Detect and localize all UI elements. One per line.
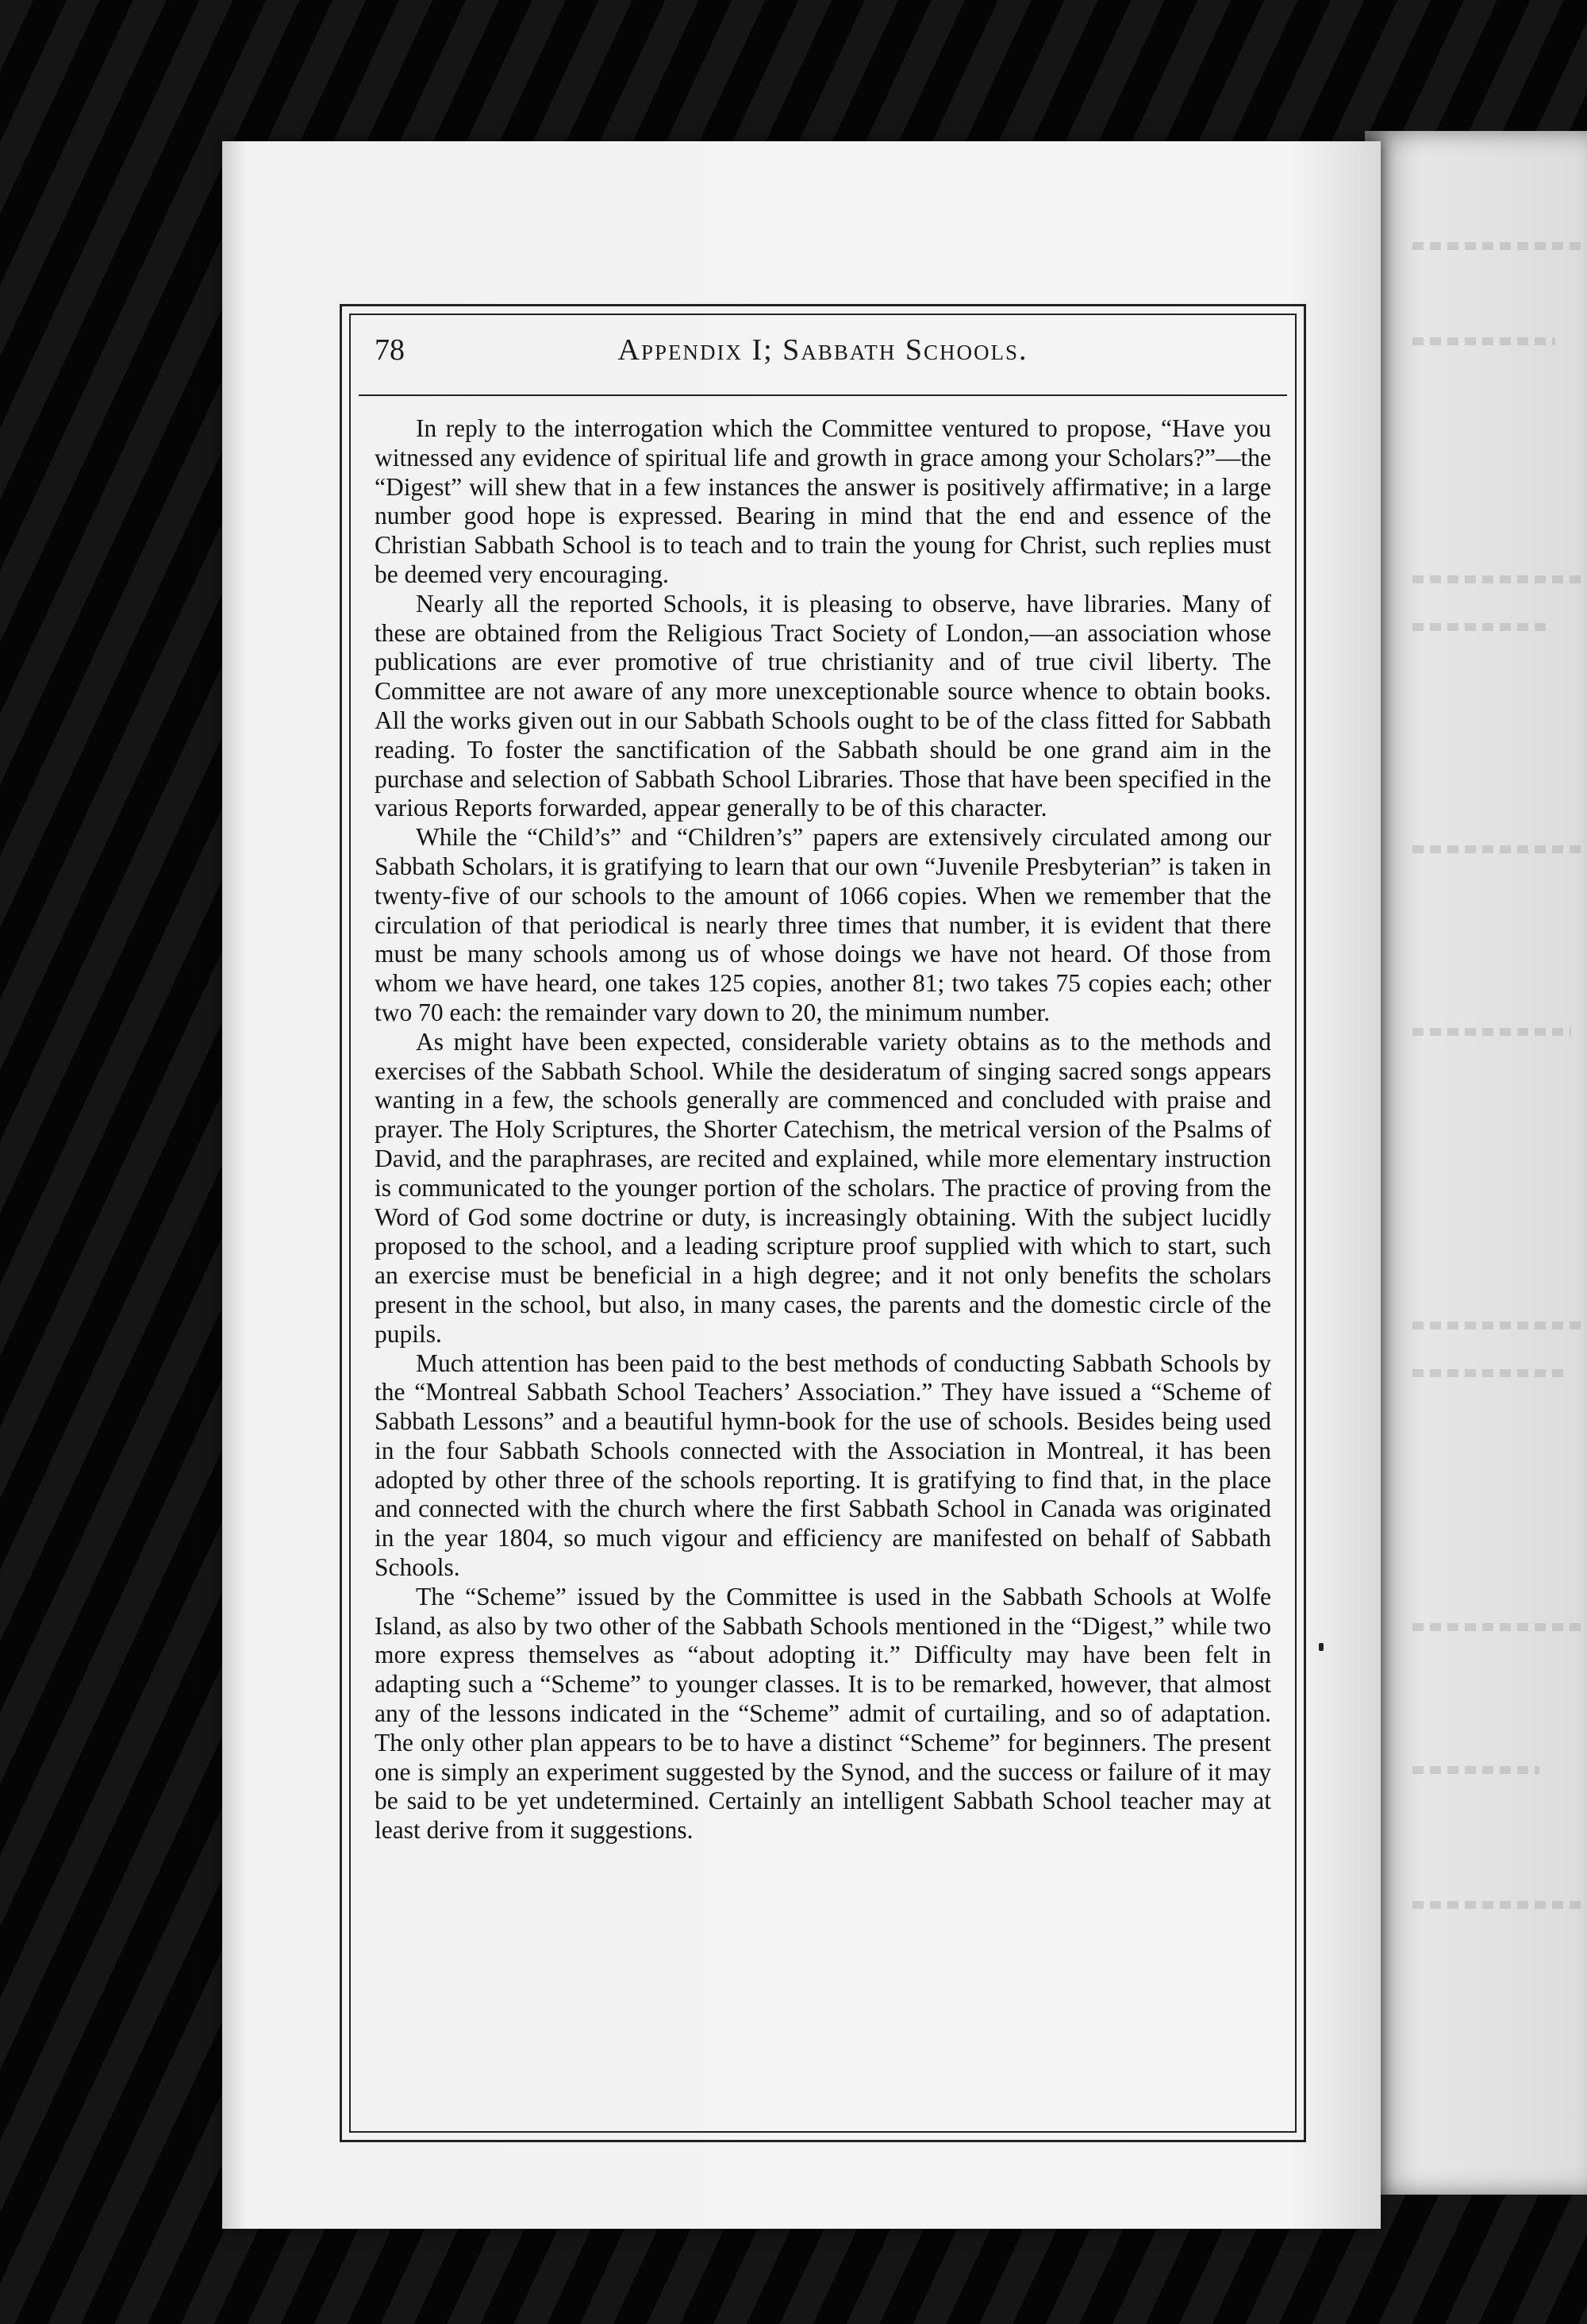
facing-page-text-line (1412, 337, 1555, 345)
page-border-frame (340, 304, 1306, 2142)
paragraph: As might have been expected, considerable variety obtains as to the methods and exercises of the Sabbath School. While the desideratum of singing sacred songs appears wanting in a few, the schools generally are commenced and concluded with praise and prayer. The Holy Scriptures, the Shorter Catechism, the metrical version of the Psalms of David, and the paraphrases, are recited and explained, while more elementary instruction is communicated to the younger portion of the scholars. The practice of proving from the Word of God some doctrine or duty, is increasingly obtaining. With the subject lucidly proposed to the school, and a leading scripture proof supplied with which to start, such an exercise must be beneficial in a high degree; and it not only benefits the scholars present in the school, but also, in many cases, the parents and the domestic circle of the pupils. (375, 1027, 1271, 1348)
paragraph: While the “Child’s” and “Children’s” papers are extensively circulated among our Sabbath Scholars, it is gratifying to learn that our own “Juvenile Presbyterian” is taken in twenty-five of our schools to the amount of 1066 copies. When we remember that the circulation of that periodical is nearly three times that number, it is evident that there must be many schools among us of whose doings we have not heard. Of those from whom we have heard, one takes 125 copies, another 81; two takes 75 copies each; other two 70 each: the remainder vary down to 20, the minimum number. (375, 823, 1271, 1026)
body-text (375, 414, 1271, 1845)
facing-page-text-line (1412, 1369, 1563, 1377)
book-page (222, 141, 1381, 2229)
facing-page-text-line (1412, 1623, 1587, 1631)
page-header (375, 333, 1271, 380)
facing-page-text-line (1412, 1901, 1587, 1909)
facing-page-text-line (1412, 1028, 1571, 1036)
paragraph: Much attention has been paid to the best methods of conducting Sabbath Schools by the “Montreal Sabbath School Teachers’ Association.” They have issued a “Scheme of Sabbath Lessons” and a beautiful hymn-book for the use of schools. Besides being used in the four Sabbath Schools connected with the Association in Montreal, it has been adopted by other three of the schools reporting. It is gratifying to find that, in the place and connected with the church where the first Sabbath School in Canada was originated in the year 1804, so much vigour and efficiency are manifested on behalf of Sabbath Schools. (375, 1349, 1271, 1582)
facing-page-edge (1365, 131, 1587, 2195)
page-border-inner (349, 314, 1297, 2133)
paragraph: Nearly all the reported Schools, it is pleasing to observe, have libraries. Many of these are obtained from the Religious Tract Society of London,—an association whose publications are ever promotive of true christianity and of true civil liberty. The Committee are not aware of any more unexceptionable source whence to obtain books. All the works given out in our Sabbath Schools ought to be of the class fitted for Sabbath reading. To foster the sanctification of the Sabbath should be one grand aim in the purchase and selection of Sabbath School Libraries. Those that have been specified in the various Reports forwarded, appear generally to be of this character. (375, 589, 1271, 822)
header-rule (359, 394, 1287, 396)
page-number: 78 (375, 333, 405, 367)
paragraph: The “Scheme” issued by the Committee is used in the Sabbath Schools at Wolfe Island, as also by two other of the Sabbath Schools mentioned in the “Digest,” while two more express themselves as “about adopting it.” Difficulty may have been felt in adapting such a “Scheme” to younger classes. It is to be remarked, however, that almost any of the lessons indicated in the “Scheme” admit of curtailing, and so of adaptation. The only other plan appears to be to have a distinct “Scheme” for beginners. The present one is simply an experiment suggested by the Synod, and the success or failure of it may be said to be yet undetermined. Certainly an intelligent Sabbath School teacher may at least derive from it suggestions. (375, 1582, 1271, 1845)
facing-page-text-line (1412, 1766, 1539, 1774)
facing-page-text-line (1412, 242, 1587, 250)
facing-page-text-line (1412, 1322, 1587, 1329)
facing-page-text-line (1412, 845, 1587, 853)
paragraph: In reply to the interrogation which the Committee ventured to propose, “Have you witnessed any evidence of spiritual life and growth in grace among your Scholars?”—the “Digest” will shew that in a few instances the answer is positively affirmative; in a large number good hope is expressed. Bearing in mind that the end and essence of the Christian Sabbath School is to teach and to train the young for Christ, such replies must be deemed very encouraging. (375, 414, 1271, 588)
running-title: Appendix I; Sabbath Schools. (617, 333, 1028, 367)
facing-page-text-line (1412, 575, 1587, 583)
ink-speck (1319, 1643, 1324, 1651)
facing-page-text-line (1412, 623, 1547, 631)
